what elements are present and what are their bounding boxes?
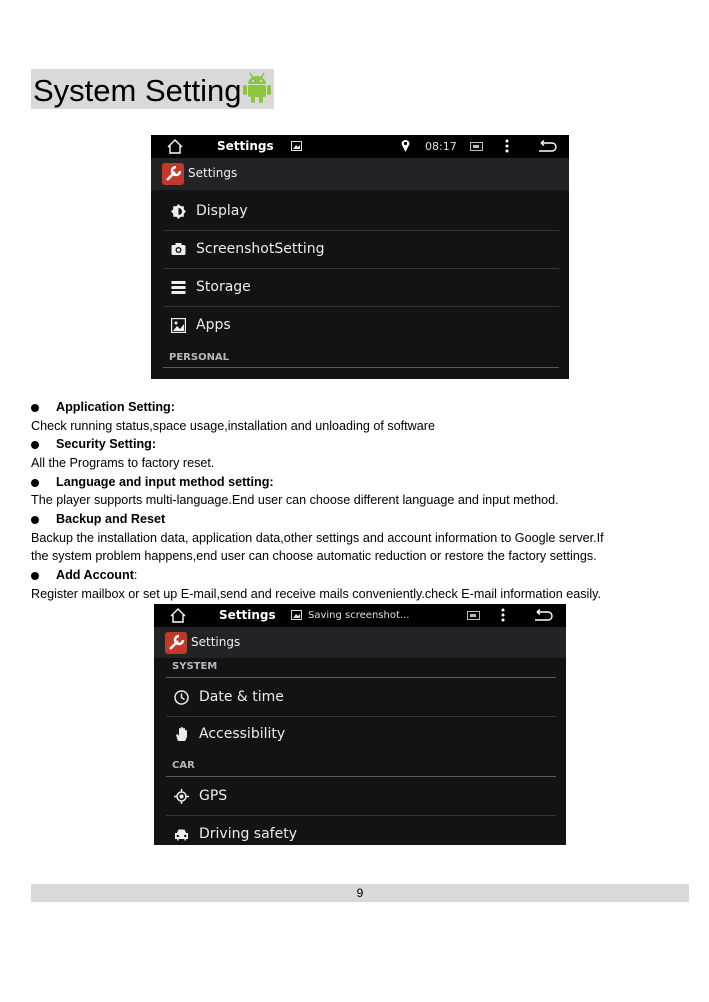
action-bar [151,158,569,190]
gallery-icon [291,141,302,151]
settings-item-label: Accessibility [199,726,286,742]
settings-item-label: GPS [199,788,228,804]
android-icon [242,71,272,104]
section-divider [166,677,556,678]
home-icon[interactable] [170,608,186,623]
paragraph-backup-line-2: the system problem happens,end user can choose automatic reduction or restore the factory settings. [31,549,597,563]
action-bar-title: Settings [191,635,241,649]
paragraph-language: The player supports multi-language.End user can choose different language and input method. [31,493,559,507]
gallery-icon [291,610,302,620]
paragraph-backup-line-1: Backup the installation data, application data,other settings and account information to Google server.If [31,531,604,545]
settings-item-apps[interactable] [163,307,559,344]
heading-text: Backup and Reset [56,512,166,526]
settings-app-icon [162,163,184,185]
clock-time: 08:17 [425,140,457,153]
section-header-personal: PERSONAL [169,352,230,363]
paragraph-security: All the Programs to factory reset. [31,456,215,470]
action-bar [154,627,566,658]
status-title: Settings [217,139,274,153]
overflow-menu-icon[interactable] [505,139,509,153]
car-icon [174,827,189,842]
heading-text: Language and input method setting: [56,475,274,489]
settings-app-icon [165,632,187,654]
settings-item-label: Driving safety [199,826,297,842]
settings-item-date-time[interactable] [166,679,556,717]
bullet-dot [31,441,39,449]
page-number: 9 [356,886,364,900]
settings-item-label: Apps [196,317,231,333]
bullet-dot [31,404,39,412]
section-divider [166,776,556,777]
brightness-icon [171,204,186,219]
home-icon[interactable] [167,139,183,154]
status-bar [154,604,566,627]
action-bar-title: Settings [188,166,238,180]
settings-item-label: ScreenshotSetting [196,241,325,257]
settings-screenshot-2 [154,604,566,845]
paragraph-application: Check running status,space usage,installation and unloading of software [31,419,435,433]
settings-item-label: Storage [196,279,251,295]
bullet-dot [31,516,39,524]
page-title: System Setting [33,73,242,108]
settings-screenshot-1 [151,135,569,379]
section-divider [163,367,559,368]
heading-text: Security Setting: [56,437,157,451]
settings-item-accessibility[interactable] [166,716,556,753]
camera-icon [171,242,186,257]
page-footer [31,884,689,902]
settings-item-display[interactable] [163,193,559,231]
settings-item-screenshot[interactable] [163,231,559,269]
settings-item-driving-safety[interactable] [166,816,556,845]
gps-icon [174,789,189,804]
settings-item-label: Display [196,203,248,219]
settings-item-gps[interactable] [166,778,556,816]
heading-text: Application Setting: [56,400,175,414]
paragraph-account: Register mailbox or set up E-mail,send and receive mails conveniently.check E-mail information easily. [31,587,601,601]
storage-icon [171,280,186,295]
heading-text: Add Account: [56,568,138,582]
clock-icon [174,690,189,705]
battery-icon [470,142,483,151]
hand-icon [174,727,189,742]
status-bar [151,135,569,158]
overflow-menu-icon[interactable] [501,608,505,622]
settings-item-label: Date & time [199,689,284,705]
location-icon [401,139,410,152]
bullet-dot [31,572,39,580]
bullet-dot [31,479,39,487]
settings-item-storage[interactable] [163,269,559,307]
section-header-car: CAR [172,760,195,771]
battery-icon [467,611,480,620]
status-title: Settings [219,608,276,622]
back-icon[interactable] [537,140,557,153]
status-notification: Saving screenshot... [308,610,410,621]
section-header-system: SYSTEM [172,661,218,672]
apps-icon [171,318,186,333]
back-icon[interactable] [533,609,553,622]
